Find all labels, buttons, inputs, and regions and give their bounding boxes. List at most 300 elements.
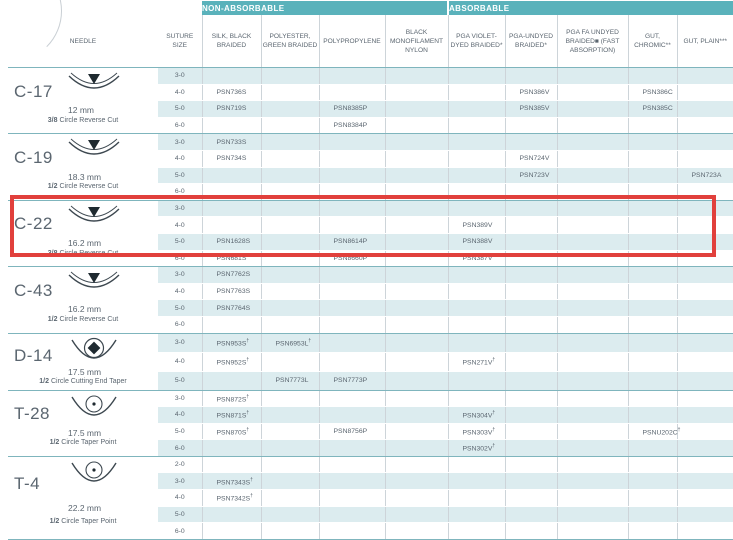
product-code-gut-plain <box>677 407 733 424</box>
product-code-silk: PSN872S† <box>202 390 261 407</box>
product-code-polyester <box>261 407 319 424</box>
column-header-silk: SILK, BLACK BRAIDED <box>202 15 261 68</box>
needle-code: C-43 <box>14 280 53 300</box>
product-code-gut-chromic <box>628 217 677 234</box>
product-code-silk <box>202 167 261 184</box>
needle-curve: 1/2 Circle Reverse Cut <box>47 183 119 191</box>
non-absorbable-header: NON-ABSORBABLE <box>202 1 448 15</box>
product-code-polypropylene <box>319 184 385 201</box>
product-code-silk <box>202 68 261 85</box>
product-code-gut-plain <box>677 267 733 284</box>
product-code-polyester <box>261 150 319 167</box>
suture-size: 4-0 <box>158 490 202 507</box>
footnote-mark: † <box>492 426 496 433</box>
product-code-pga-undyed: PSN386V <box>505 84 557 101</box>
reverse-cutting-needle-icon <box>66 136 122 170</box>
product-code-gut-chromic <box>628 407 677 424</box>
needle-code: T-4 <box>14 473 41 493</box>
product-code-pga-undyed: PSN385V <box>505 101 557 118</box>
product-code-pga-fa <box>557 134 628 151</box>
footnote-mark: † <box>246 426 250 433</box>
suture-size: 4-0 <box>158 283 202 300</box>
product-code-polypropylene <box>319 200 385 217</box>
product-code-pga-undyed <box>505 117 557 134</box>
column-header-polypropylene: POLYPROPYLENE <box>319 15 385 68</box>
column-header-gut-chromic: GUT, CHROMIC** <box>628 15 677 68</box>
needle-cell-c-19 <box>8 134 158 200</box>
product-code-pga-fa <box>557 283 628 300</box>
product-code-gut-plain <box>677 101 733 118</box>
product-code-pga-fa <box>557 267 628 284</box>
product-code-pga-violet: PSN302V† <box>448 440 505 457</box>
product-code-polypropylene <box>319 68 385 85</box>
product-code-pga-fa <box>557 68 628 85</box>
product-code-silk: PSN733S <box>202 134 261 151</box>
product-code-polyester <box>261 250 319 267</box>
product-code-nylon <box>385 440 448 457</box>
reverse-cutting-needle-icon <box>66 70 122 104</box>
product-code-gut-plain <box>677 233 733 250</box>
product-code-polypropylene <box>319 134 385 151</box>
product-code-pga-violet <box>448 267 505 284</box>
product-code-nylon <box>385 184 448 201</box>
product-code-silk <box>202 506 261 523</box>
product-code-polyester <box>261 316 319 333</box>
product-code-pga-violet <box>448 134 505 151</box>
product-code-gut-chromic: PSNU202C† <box>628 423 677 440</box>
product-code-silk: PSN734S <box>202 150 261 167</box>
product-code-nylon <box>385 101 448 118</box>
column-header-gut-plain: GUT, PLAIN*** <box>677 15 733 68</box>
needle-cell-t-4 <box>8 456 158 539</box>
product-code-pga-undyed <box>505 233 557 250</box>
product-code-nylon <box>385 267 448 284</box>
product-code-gut-plain <box>677 84 733 101</box>
header-spacer <box>8 1 202 15</box>
product-code-gut-chromic: PSN386C <box>628 84 677 101</box>
product-code-gut-plain <box>677 371 733 390</box>
product-code-pga-violet: PSN303V† <box>448 423 505 440</box>
suture-size: 5-0 <box>158 300 202 317</box>
product-code-silk: PSN7762S <box>202 267 261 284</box>
suture-table <box>8 1 733 540</box>
needle-length: 16.2 mm <box>68 304 102 315</box>
product-code-pga-violet <box>448 101 505 118</box>
needle-code: D-14 <box>14 345 53 365</box>
footnote-mark: † <box>492 410 496 417</box>
product-code-gut-chromic <box>628 523 677 540</box>
product-code-nylon <box>385 423 448 440</box>
product-code-pga-undyed <box>505 283 557 300</box>
product-code-polyester <box>261 473 319 490</box>
product-code-pga-violet <box>448 167 505 184</box>
suture-size-column-header: SUTURE SIZE <box>158 15 202 68</box>
product-code-gut-chromic <box>628 184 677 201</box>
product-code-polyester <box>261 440 319 457</box>
suture-size: 6-0 <box>158 440 202 457</box>
product-code-polypropylene <box>319 506 385 523</box>
product-code-pga-undyed <box>505 217 557 234</box>
suture-size: 4-0 <box>158 217 202 234</box>
product-code-silk <box>202 117 261 134</box>
column-header-polyester: POLYESTER, GREEN BRAIDED <box>261 15 319 68</box>
product-code-pga-fa <box>557 390 628 407</box>
suture-size: 6-0 <box>158 184 202 201</box>
product-code-gut-chromic <box>628 68 677 85</box>
product-code-polypropylene <box>319 217 385 234</box>
product-code-polyester <box>261 490 319 507</box>
product-code-gut-plain <box>677 523 733 540</box>
needle-length: 22.2 mm <box>68 503 102 514</box>
footnote-mark: † <box>246 410 250 417</box>
suture-size: 5-0 <box>158 101 202 118</box>
needle-length: 18.3 mm <box>68 171 102 182</box>
product-code-polyester <box>261 200 319 217</box>
footnote-mark: † <box>492 443 496 450</box>
product-code-pga-undyed <box>505 490 557 507</box>
product-code-pga-violet <box>448 506 505 523</box>
product-code-polyester: PSN6953L† <box>261 333 319 352</box>
product-code-polypropylene: PSN8756P <box>319 423 385 440</box>
product-code-pga-undyed <box>505 184 557 201</box>
suture-size: 3-0 <box>158 134 202 151</box>
product-code-polypropylene <box>319 352 385 371</box>
column-header-pga-violet: PGA VIOLET-DYED BRAIDED* <box>448 15 505 68</box>
needle-cell-c-22 <box>8 200 158 266</box>
product-code-nylon <box>385 200 448 217</box>
product-code-gut-plain <box>677 456 733 473</box>
product-code-nylon <box>385 390 448 407</box>
product-code-gut-plain <box>677 217 733 234</box>
product-code-silk: PSN7343S† <box>202 473 261 490</box>
product-code-gut-chromic <box>628 352 677 371</box>
absorbable-header: ABSORBABLE <box>448 1 733 15</box>
product-code-pga-undyed <box>505 473 557 490</box>
product-code-gut-plain <box>677 300 733 317</box>
product-code-pga-undyed <box>505 267 557 284</box>
product-code-polyester <box>261 134 319 151</box>
product-code-gut-plain <box>677 390 733 407</box>
product-code-polypropylene <box>319 84 385 101</box>
product-code-pga-violet <box>448 456 505 473</box>
suture-size: 3-0 <box>158 473 202 490</box>
reverse-cutting-needle-icon <box>66 269 122 303</box>
suture-size: 3-0 <box>158 390 202 407</box>
product-code-pga-undyed <box>505 200 557 217</box>
product-code-polyester <box>261 300 319 317</box>
footnote-mark: † <box>308 337 312 344</box>
product-code-pga-violet <box>448 200 505 217</box>
product-code-nylon <box>385 68 448 85</box>
product-code-pga-fa <box>557 423 628 440</box>
product-code-pga-violet <box>448 473 505 490</box>
suture-size: 4-0 <box>158 352 202 371</box>
product-code-pga-fa <box>557 150 628 167</box>
product-code-gut-chromic <box>628 200 677 217</box>
needle-column-header: NEEDLE <box>8 15 158 68</box>
product-code-pga-fa <box>557 456 628 473</box>
product-code-nylon <box>385 490 448 507</box>
product-code-silk: PSN1628S <box>202 233 261 250</box>
product-code-pga-fa <box>557 300 628 317</box>
product-code-nylon <box>385 407 448 424</box>
product-code-polyester <box>261 184 319 201</box>
product-code-pga-fa <box>557 84 628 101</box>
product-code-silk: PSN871S† <box>202 407 261 424</box>
suture-size: 6-0 <box>158 250 202 267</box>
needle-cell-t-28 <box>8 390 158 456</box>
product-code-gut-chromic <box>628 440 677 457</box>
product-code-gut-chromic <box>628 371 677 390</box>
product-code-pga-fa <box>557 506 628 523</box>
product-code-polypropylene <box>319 283 385 300</box>
needle-cell-c-17 <box>8 68 158 134</box>
product-code-silk: PSN953S† <box>202 333 261 352</box>
product-code-gut-plain <box>677 134 733 151</box>
product-code-polyester <box>261 390 319 407</box>
product-code-gut-chromic <box>628 300 677 317</box>
table-row <box>8 200 733 217</box>
product-code-nylon <box>385 283 448 300</box>
suture-size: 5-0 <box>158 506 202 523</box>
product-code-gut-chromic <box>628 134 677 151</box>
product-code-pga-undyed <box>505 352 557 371</box>
needle-code: T-28 <box>14 404 51 424</box>
product-code-pga-undyed <box>505 250 557 267</box>
footnote-mark: † <box>246 337 250 344</box>
product-code-silk: PSN7763S <box>202 283 261 300</box>
product-code-polyester <box>261 506 319 523</box>
product-code-pga-fa <box>557 473 628 490</box>
product-code-nylon <box>385 352 448 371</box>
needle-curve: 1/2 Circle Taper Point <box>49 517 117 525</box>
product-code-pga-undyed <box>505 440 557 457</box>
product-code-pga-fa <box>557 371 628 390</box>
needle-cell-c-43 <box>8 267 158 333</box>
product-code-polyester <box>261 352 319 371</box>
suture-size: 3-0 <box>158 267 202 284</box>
product-code-polypropylene <box>319 440 385 457</box>
needle-length: 16.2 mm <box>68 237 102 248</box>
product-code-nylon <box>385 167 448 184</box>
product-code-pga-violet <box>448 84 505 101</box>
product-code-nylon <box>385 84 448 101</box>
product-code-pga-violet: PSN388V <box>448 233 505 250</box>
product-code-polyester <box>261 217 319 234</box>
product-code-silk: PSN7764S <box>202 300 261 317</box>
product-code-polypropylene <box>319 167 385 184</box>
product-code-pga-violet <box>448 316 505 333</box>
product-code-nylon <box>385 333 448 352</box>
product-code-pga-violet <box>448 150 505 167</box>
product-code-silk <box>202 200 261 217</box>
product-code-pga-undyed <box>505 300 557 317</box>
footnote-mark: † <box>250 493 253 500</box>
product-code-gut-plain <box>677 250 733 267</box>
product-code-polypropylene <box>319 390 385 407</box>
product-code-pga-fa <box>557 490 628 507</box>
product-code-pga-fa <box>557 167 628 184</box>
product-code-gut-chromic <box>628 233 677 250</box>
column-header-nylon: BLACK MONOFILAMENT NYLON <box>385 15 448 68</box>
product-code-silk: PSN736S <box>202 84 261 101</box>
product-code-gut-plain <box>677 150 733 167</box>
product-code-polyester <box>261 117 319 134</box>
product-code-pga-undyed <box>505 316 557 333</box>
taper-point-needle-icon <box>66 459 122 493</box>
needle-cell-d-14 <box>8 333 158 390</box>
suture-size: 3-0 <box>158 333 202 352</box>
product-code-pga-fa <box>557 101 628 118</box>
product-code-gut-plain <box>677 506 733 523</box>
product-code-polypropylene <box>319 523 385 540</box>
suture-size: 4-0 <box>158 84 202 101</box>
product-code-silk: PSN952S† <box>202 352 261 371</box>
product-code-polyester <box>261 456 319 473</box>
product-code-pga-fa <box>557 352 628 371</box>
product-code-pga-violet <box>448 300 505 317</box>
product-code-pga-violet <box>448 523 505 540</box>
product-code-pga-fa <box>557 407 628 424</box>
product-code-gut-plain <box>677 184 733 201</box>
product-code-nylon <box>385 371 448 390</box>
product-code-gut-plain <box>677 473 733 490</box>
product-code-gut-chromic <box>628 250 677 267</box>
needle-length: 17.5 mm <box>68 427 102 438</box>
product-code-nylon <box>385 456 448 473</box>
product-code-silk <box>202 316 261 333</box>
column-header-pga-undyed: PGA-UNDYED BRAIDED* <box>505 15 557 68</box>
product-code-gut-chromic <box>628 316 677 333</box>
product-code-gut-plain <box>677 423 733 440</box>
product-code-silk <box>202 456 261 473</box>
product-code-gut-plain <box>677 440 733 457</box>
product-code-pga-fa <box>557 117 628 134</box>
product-code-silk <box>202 440 261 457</box>
product-code-nylon <box>385 217 448 234</box>
product-code-gut-plain <box>677 200 733 217</box>
product-code-nylon <box>385 506 448 523</box>
suture-size: 5-0 <box>158 371 202 390</box>
product-code-pga-undyed <box>505 506 557 523</box>
suture-size: 5-0 <box>158 423 202 440</box>
product-code-pga-fa <box>557 250 628 267</box>
product-code-gut-plain <box>677 490 733 507</box>
product-code-gut-chromic <box>628 283 677 300</box>
product-code-gut-chromic <box>628 490 677 507</box>
product-code-pga-violet <box>448 371 505 390</box>
product-code-polyester <box>261 523 319 540</box>
product-code-polypropylene: PSN8384P <box>319 117 385 134</box>
product-code-pga-fa <box>557 200 628 217</box>
product-code-polyester <box>261 423 319 440</box>
product-code-silk <box>202 184 261 201</box>
product-code-gut-plain: PSN723A <box>677 167 733 184</box>
product-code-nylon <box>385 150 448 167</box>
product-code-gut-plain <box>677 333 733 352</box>
product-code-pga-violet <box>448 333 505 352</box>
product-code-gut-plain <box>677 117 733 134</box>
suture-size: 3-0 <box>158 200 202 217</box>
product-code-pga-fa <box>557 184 628 201</box>
product-code-polypropylene <box>319 333 385 352</box>
product-code-polypropylene: PSN7773P <box>319 371 385 390</box>
product-code-polypropylene: PSN8385P <box>319 101 385 118</box>
product-code-pga-violet <box>448 390 505 407</box>
suture-size: 2-0 <box>158 456 202 473</box>
suture-size: 5-0 <box>158 167 202 184</box>
suture-size: 6-0 <box>158 117 202 134</box>
cutting-end-taper-needle-icon <box>66 336 122 370</box>
needle-curve: 1/2 Circle Cutting End Taper <box>39 377 127 385</box>
footnote-mark: † <box>492 356 496 363</box>
product-code-polyester <box>261 167 319 184</box>
table-row <box>8 333 733 352</box>
suture-size: 6-0 <box>158 523 202 540</box>
product-code-gut-chromic <box>628 150 677 167</box>
product-code-pga-undyed <box>505 371 557 390</box>
needle-curve: 1/2 Circle Reverse Cut <box>47 316 119 324</box>
product-code-gut-plain <box>677 316 733 333</box>
product-code-pga-fa <box>557 217 628 234</box>
product-code-nylon <box>385 316 448 333</box>
product-code-gut-chromic: PSN385C <box>628 101 677 118</box>
product-code-silk: PSN681S <box>202 250 261 267</box>
product-code-pga-violet: PSN389V <box>448 217 505 234</box>
product-code-polypropylene <box>319 490 385 507</box>
taper-point-needle-icon <box>66 393 122 427</box>
product-code-pga-violet: PSN387V <box>448 250 505 267</box>
table-row <box>8 390 733 407</box>
product-code-silk <box>202 217 261 234</box>
table-row <box>8 134 733 151</box>
product-code-nylon <box>385 300 448 317</box>
product-code-pga-undyed <box>505 423 557 440</box>
product-code-polypropylene <box>319 456 385 473</box>
product-code-polyester <box>261 233 319 250</box>
product-code-polypropylene <box>319 407 385 424</box>
suture-size: 4-0 <box>158 150 202 167</box>
product-code-polypropylene: PSN8660P <box>319 250 385 267</box>
product-code-silk: PSN719S <box>202 101 261 118</box>
product-code-pga-undyed <box>505 390 557 407</box>
product-code-gut-chromic <box>628 456 677 473</box>
table-row <box>8 456 733 473</box>
product-code-polyester <box>261 101 319 118</box>
product-code-polypropylene <box>319 473 385 490</box>
product-code-nylon <box>385 233 448 250</box>
needle-curve: 3/8 Circle Reverse Cut <box>47 249 119 257</box>
suture-size: 3-0 <box>158 68 202 85</box>
product-code-gut-chromic <box>628 333 677 352</box>
product-code-pga-fa <box>557 316 628 333</box>
product-code-pga-violet <box>448 117 505 134</box>
product-code-pga-undyed <box>505 68 557 85</box>
needle-code: C-22 <box>14 214 53 234</box>
product-code-polyester <box>261 283 319 300</box>
product-code-polyester <box>261 68 319 85</box>
product-code-pga-undyed: PSN724V <box>505 150 557 167</box>
product-code-gut-chromic <box>628 390 677 407</box>
product-code-pga-violet <box>448 184 505 201</box>
product-code-pga-violet <box>448 490 505 507</box>
product-code-pga-fa <box>557 523 628 540</box>
product-code-gut-chromic <box>628 117 677 134</box>
product-code-polyester <box>261 267 319 284</box>
product-code-pga-violet: PSN304V† <box>448 407 505 424</box>
table-row <box>8 68 733 85</box>
footnote-mark: † <box>677 426 681 433</box>
